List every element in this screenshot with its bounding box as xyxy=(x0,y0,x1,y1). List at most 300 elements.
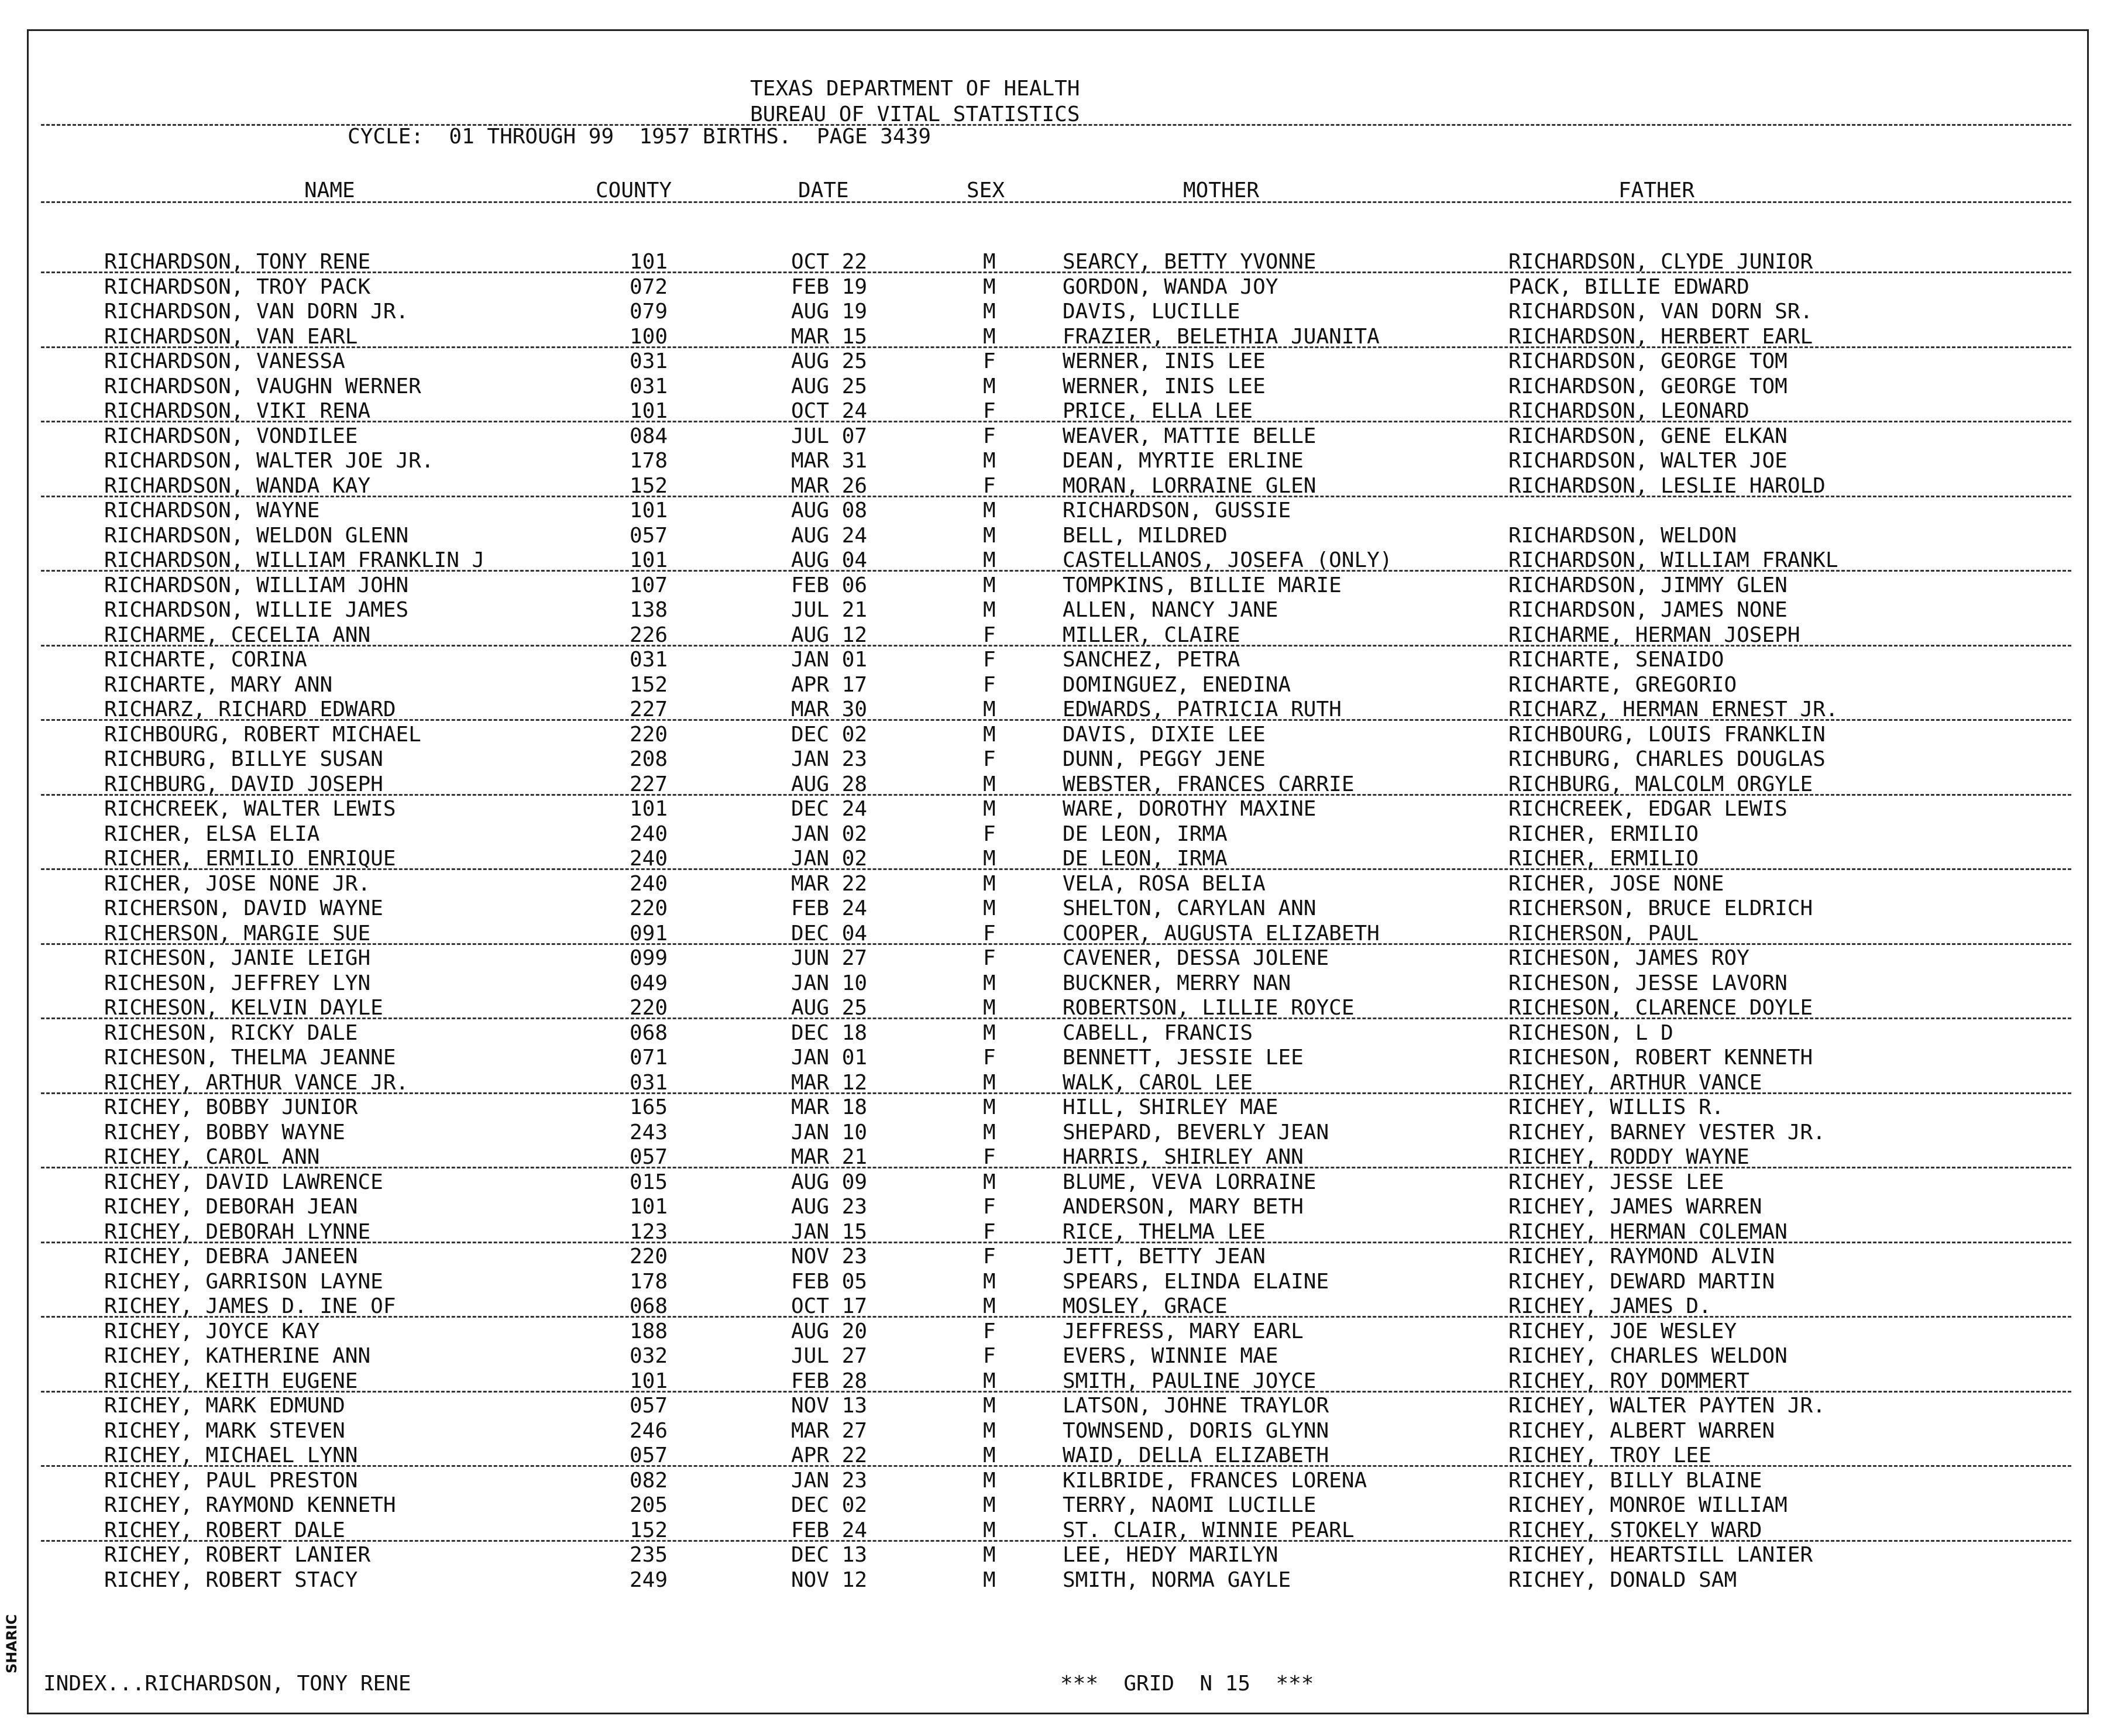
cell-name: RICHEY, MARK STEVEN xyxy=(104,1419,345,1443)
cell-sex: M xyxy=(983,847,996,871)
col-header-father: FATHER xyxy=(1618,178,1695,202)
cell-date: APR 22 xyxy=(791,1443,868,1467)
cell-sex: M xyxy=(983,1120,996,1144)
cell-name: RICHARDSON, TONY RENE xyxy=(104,250,371,274)
cell-name: RICHEY, CAROL ANN xyxy=(104,1145,320,1169)
cell-name: RICHARDSON, WANDA KAY xyxy=(104,474,371,498)
cell-name: RICHERSON, DAVID WAYNE xyxy=(104,896,383,920)
cell-date: DEC 04 xyxy=(791,922,868,946)
cell-father: RICHESON, JESSE LAVORN xyxy=(1508,971,1788,995)
cell-date: JUN 27 xyxy=(791,946,868,970)
cell-county: 235 xyxy=(630,1543,668,1567)
cell-father: RICHESON, L D xyxy=(1508,1021,1673,1045)
cell-date: DEC 02 xyxy=(791,1493,868,1517)
cell-name: RICHEY, DEBRA JANEEN xyxy=(104,1245,358,1269)
cell-sex: M xyxy=(983,1369,996,1393)
cell-date: MAR 26 xyxy=(791,474,868,498)
cell-mother: ST. CLAIR, WINNIE PEARL xyxy=(1063,1518,1355,1542)
row-group-divider xyxy=(41,1167,2071,1168)
cell-mother: SEARCY, BETTY YVONNE xyxy=(1063,250,1316,274)
cell-mother: ALLEN, NANCY JANE xyxy=(1063,598,1278,622)
col-header-date: DATE xyxy=(798,178,849,202)
cell-county: 082 xyxy=(630,1469,668,1493)
cell-mother: WEAVER, MATTIE BELLE xyxy=(1063,424,1316,448)
cell-name: RICHEY, BOBBY WAYNE xyxy=(104,1120,345,1144)
cell-date: NOV 13 xyxy=(791,1394,868,1418)
cell-father: RICHEY, JAMES D. xyxy=(1508,1294,1711,1318)
cell-county: 220 xyxy=(630,723,668,747)
cell-mother: KILBRIDE, FRANCES LORENA xyxy=(1063,1469,1367,1493)
cell-sex: M xyxy=(983,1270,996,1294)
cell-father: RICHARDSON, WALTER JOE xyxy=(1508,449,1788,473)
cell-mother: EVERS, WINNIE MAE xyxy=(1063,1344,1278,1368)
cell-date: AUG 19 xyxy=(791,300,868,324)
cell-father: RICHEY, JAMES WARREN xyxy=(1508,1195,1762,1219)
cell-sex: M xyxy=(983,1394,996,1418)
cell-name: RICHARDSON, WILLIE JAMES xyxy=(104,598,409,622)
cell-sex: M xyxy=(983,374,996,398)
cell-mother: COOPER, AUGUSTA ELIZABETH xyxy=(1063,922,1380,946)
cell-name: RICHEY, BOBBY JUNIOR xyxy=(104,1095,358,1119)
cell-father: RICHARDSON, CLYDE JUNIOR xyxy=(1508,250,1813,274)
cell-name: RICHARDSON, TROY PACK xyxy=(104,275,371,299)
cell-name: RICHEY, KATHERINE ANN xyxy=(104,1344,371,1368)
cell-county: 220 xyxy=(630,996,668,1020)
cell-sex: F xyxy=(983,623,996,647)
cell-name: RICHER, ERMILIO ENRIQUE xyxy=(104,847,396,871)
cell-mother: DE LEON, IRMA xyxy=(1063,847,1228,871)
cell-name: RICHEY, PAUL PRESTON xyxy=(104,1469,358,1493)
cell-sex: M xyxy=(983,1568,996,1592)
cell-name: RICHARDSON, VAN EARL xyxy=(104,325,358,349)
cell-name: RICHBURG, DAVID JOSEPH xyxy=(104,772,383,796)
cell-county: 152 xyxy=(630,673,668,697)
cell-father: RICHERSON, PAUL xyxy=(1508,922,1699,946)
cell-date: MAR 18 xyxy=(791,1095,868,1119)
cell-father: RICHARDSON, GEORGE TOM xyxy=(1508,374,1788,398)
cell-father: RICHEY, STOKELY WARD xyxy=(1508,1518,1762,1542)
row-group-divider xyxy=(41,1465,2071,1467)
cell-date: JAN 01 xyxy=(791,648,868,672)
cell-county: 240 xyxy=(630,872,668,896)
cell-name: RICHEY, ROBERT STACY xyxy=(104,1568,358,1592)
cell-date: AUG 25 xyxy=(791,996,868,1020)
cell-father: RICHESON, ROBERT KENNETH xyxy=(1508,1046,1813,1070)
cell-name: RICHEY, MARK EDMUND xyxy=(104,1394,345,1418)
cell-date: AUG 24 xyxy=(791,524,868,548)
cell-county: 031 xyxy=(630,374,668,398)
side-label: SHARIC xyxy=(4,1614,20,1673)
cell-county: 246 xyxy=(630,1419,668,1443)
cell-county: 152 xyxy=(630,1518,668,1542)
cell-mother: TOWNSEND, DORIS GLYNN xyxy=(1063,1419,1329,1443)
cell-mother: VELA, ROSA BELIA xyxy=(1063,872,1266,896)
cell-name: RICHESON, KELVIN DAYLE xyxy=(104,996,383,1020)
cell-county: 072 xyxy=(630,275,668,299)
grid-line: *** GRID N 15 *** xyxy=(1060,1672,1314,1696)
cell-mother: JETT, BETTY JEAN xyxy=(1063,1245,1266,1269)
cell-sex: M xyxy=(983,548,996,572)
cell-date: JAN 23 xyxy=(791,747,868,771)
cell-name: RICHARDSON, WILLIAM FRANKLIN J xyxy=(104,548,485,572)
cell-county: 227 xyxy=(630,772,668,796)
cell-father: RICHARDSON, WILLIAM FRANKL xyxy=(1508,548,1838,572)
cell-county: 068 xyxy=(630,1294,668,1318)
cell-name: RICHESON, JANIE LEIGH xyxy=(104,946,371,970)
cell-name: RICHEY, ROBERT DALE xyxy=(104,1518,345,1542)
cell-father: RICHARDSON, WELDON xyxy=(1508,524,1737,548)
cell-sex: F xyxy=(983,922,996,946)
cell-mother: BENNETT, JESSIE LEE xyxy=(1063,1046,1304,1070)
cell-sex: M xyxy=(983,1469,996,1493)
cell-sex: F xyxy=(983,349,996,373)
cell-date: AUG 08 xyxy=(791,499,868,522)
cell-name: RICHESON, THELMA JEANNE xyxy=(104,1046,396,1070)
cell-sex: M xyxy=(983,797,996,821)
cell-name: RICHEY, KEITH EUGENE xyxy=(104,1369,358,1393)
cell-sex: M xyxy=(983,697,996,721)
cell-sex: F xyxy=(983,1145,996,1169)
cell-sex: M xyxy=(983,598,996,622)
row-group-divider xyxy=(41,421,2071,422)
cell-sex: M xyxy=(983,300,996,324)
cell-father: RICHARDSON, GENE ELKAN xyxy=(1508,424,1788,448)
cell-name: RICHARDSON, WALTER JOE JR. xyxy=(104,449,434,473)
cell-mother: HILL, SHIRLEY MAE xyxy=(1063,1095,1278,1119)
cell-mother: BUCKNER, MERRY NAN xyxy=(1063,971,1291,995)
cell-sex: F xyxy=(983,747,996,771)
cell-sex: F xyxy=(983,399,996,423)
cell-date: JAN 15 xyxy=(791,1220,868,1244)
cell-father: RICHEY, HERMAN COLEMAN xyxy=(1508,1220,1788,1244)
cell-mother: TOMPKINS, BILLIE MARIE xyxy=(1063,573,1342,597)
cell-mother: RICHARDSON, GUSSIE xyxy=(1063,499,1291,522)
cell-mother: TERRY, NAOMI LUCILLE xyxy=(1063,1493,1316,1517)
cell-mother: SHELTON, CARYLAN ANN xyxy=(1063,896,1316,920)
cell-county: 101 xyxy=(630,250,668,274)
cell-father: RICHEY, WILLIS R. xyxy=(1508,1095,1724,1119)
cell-mother: BELL, MILDRED xyxy=(1063,524,1228,548)
cell-date: DEC 24 xyxy=(791,797,868,821)
cell-date: FEB 06 xyxy=(791,573,868,597)
column-header-divider xyxy=(41,201,2071,203)
cell-name: RICHER, ELSA ELIA xyxy=(104,822,320,846)
cell-date: MAR 30 xyxy=(791,697,868,721)
cell-name: RICHARME, CECELIA ANN xyxy=(104,623,371,647)
cell-county: 220 xyxy=(630,1245,668,1269)
cell-name: RICHARDSON, VANESSA xyxy=(104,349,345,373)
cell-date: MAR 15 xyxy=(791,325,868,349)
cell-date: JUL 27 xyxy=(791,1344,868,1368)
cell-sex: M xyxy=(983,1095,996,1119)
cell-sex: F xyxy=(983,424,996,448)
cell-mother: WARE, DOROTHY MAXINE xyxy=(1063,797,1316,821)
cell-name: RICHBOURG, ROBERT MICHAEL xyxy=(104,723,421,747)
cell-date: DEC 18 xyxy=(791,1021,868,1045)
cell-sex: F xyxy=(983,1344,996,1368)
cell-mother: MORAN, LORRAINE GLEN xyxy=(1063,474,1316,498)
cell-date: AUG 04 xyxy=(791,548,868,572)
cell-father: RICHEY, JOE WESLEY xyxy=(1508,1319,1737,1343)
cell-mother: SMITH, NORMA GAYLE xyxy=(1063,1568,1291,1592)
row-group-divider xyxy=(41,645,2071,647)
cell-sex: M xyxy=(983,325,996,349)
cell-father: RICHARDSON, LESLIE HAROLD xyxy=(1508,474,1826,498)
cell-name: RICHBURG, BILLYE SUSAN xyxy=(104,747,383,771)
cell-sex: F xyxy=(983,1220,996,1244)
cell-county: 049 xyxy=(630,971,668,995)
cell-father: RICHARDSON, JAMES NONE xyxy=(1508,598,1788,622)
cell-sex: M xyxy=(983,524,996,548)
cell-name: RICHARDSON, VONDILEE xyxy=(104,424,358,448)
cell-county: 015 xyxy=(630,1170,668,1194)
cell-date: JUL 07 xyxy=(791,424,868,448)
cell-name: RICHARTE, MARY ANN xyxy=(104,673,333,697)
cell-sex: M xyxy=(983,1021,996,1045)
cell-sex: M xyxy=(983,1419,996,1443)
cell-sex: M xyxy=(983,1071,996,1095)
cell-county: 068 xyxy=(630,1021,668,1045)
cell-county: 032 xyxy=(630,1344,668,1368)
cell-date: MAR 31 xyxy=(791,449,868,473)
cell-mother: WAID, DELLA ELIZABETH xyxy=(1063,1443,1329,1467)
cell-name: RICHEY, ARTHUR VANCE JR. xyxy=(104,1071,409,1095)
cell-mother: FRAZIER, BELETHIA JUANITA xyxy=(1063,325,1380,349)
cell-mother: CASTELLANOS, JOSEFA (ONLY) xyxy=(1063,548,1393,572)
header-divider xyxy=(41,124,2071,126)
cell-county: 123 xyxy=(630,1220,668,1244)
cell-mother: SHEPARD, BEVERLY JEAN xyxy=(1063,1120,1329,1144)
col-header-mother: MOTHER xyxy=(1183,178,1260,202)
cell-name: RICHEY, DAVID LAWRENCE xyxy=(104,1170,383,1194)
cell-sex: M xyxy=(983,996,996,1020)
cell-father: RICHBURG, MALCOLM ORGYLE xyxy=(1508,772,1813,796)
cell-county: 101 xyxy=(630,797,668,821)
cell-mother: CABELL, FRANCIS xyxy=(1063,1021,1253,1045)
cell-date: JAN 01 xyxy=(791,1046,868,1070)
cell-sex: F xyxy=(983,1319,996,1343)
cell-mother: DAVIS, LUCILLE xyxy=(1063,300,1240,324)
cell-mother: DAVIS, DIXIE LEE xyxy=(1063,723,1266,747)
cell-mother: LATSON, JOHNE TRAYLOR xyxy=(1063,1394,1329,1418)
cell-name: RICHARDSON, WELDON GLENN xyxy=(104,524,409,548)
cell-mother: ANDERSON, MARY BETH xyxy=(1063,1195,1304,1219)
cell-name: RICHEY, MICHAEL LYNN xyxy=(104,1443,358,1467)
cell-father: RICHESON, CLARENCE DOYLE xyxy=(1508,996,1813,1020)
cell-county: 208 xyxy=(630,747,668,771)
cell-sex: F xyxy=(983,673,996,697)
cell-father: RICHER, JOSE NONE xyxy=(1508,872,1724,896)
cell-name: RICHCREEK, WALTER LEWIS xyxy=(104,797,396,821)
cell-date: MAR 12 xyxy=(791,1071,868,1095)
row-group-divider xyxy=(41,1092,2071,1094)
col-header-sex: SEX xyxy=(967,178,1005,202)
cell-father: RICHARDSON, HERBERT EARL xyxy=(1508,325,1813,349)
cell-sex: F xyxy=(983,1245,996,1269)
cell-name: RICHEY, JOYCE KAY xyxy=(104,1319,320,1343)
cell-name: RICHEY, DEBORAH JEAN xyxy=(104,1195,358,1219)
cell-father: RICHEY, WALTER PAYTEN JR. xyxy=(1508,1394,1826,1418)
cell-sex: F xyxy=(983,474,996,498)
row-group-divider xyxy=(41,1242,2071,1243)
row-group-divider xyxy=(41,1316,2071,1318)
cell-father: RICHARDSON, LEONARD xyxy=(1508,399,1749,423)
row-group-divider xyxy=(41,271,2071,273)
row-group-divider xyxy=(41,794,2071,796)
cell-father: RICHEY, ARTHUR VANCE xyxy=(1508,1071,1762,1095)
cell-name: RICHARDSON, WAYNE xyxy=(104,499,320,522)
row-group-divider xyxy=(41,1017,2071,1019)
header-line-1: TEXAS DEPARTMENT OF HEALTH xyxy=(750,77,1080,101)
cell-father: RICHEY, ROY DOMMERT xyxy=(1508,1369,1749,1393)
cell-mother: EDWARDS, PATRICIA RUTH xyxy=(1063,697,1342,721)
cell-date: FEB 05 xyxy=(791,1270,868,1294)
cell-date: JAN 10 xyxy=(791,1120,868,1144)
cell-date: AUG 28 xyxy=(791,772,868,796)
cell-county: 099 xyxy=(630,946,668,970)
cell-mother: DEAN, MYRTIE ERLINE xyxy=(1063,449,1304,473)
cell-father: RICHESON, JAMES ROY xyxy=(1508,946,1749,970)
cell-father: RICHEY, HEARTSILL LANIER xyxy=(1508,1543,1813,1567)
col-header-county: COUNTY xyxy=(596,178,672,202)
cell-mother: DE LEON, IRMA xyxy=(1063,822,1228,846)
cell-sex: F xyxy=(983,1046,996,1070)
cell-date: OCT 17 xyxy=(791,1294,868,1318)
cell-mother: WALK, CAROL LEE xyxy=(1063,1071,1253,1095)
cell-sex: M xyxy=(983,872,996,896)
cell-county: 205 xyxy=(630,1493,668,1517)
cell-name: RICHARDSON, VIKI RENA xyxy=(104,399,371,423)
cell-name: RICHEY, GARRISON LAYNE xyxy=(104,1270,383,1294)
cell-county: 100 xyxy=(630,325,668,349)
cell-county: 101 xyxy=(630,1369,668,1393)
cell-father: RICHARTE, GREGORIO xyxy=(1508,673,1737,697)
cell-county: 057 xyxy=(630,1145,668,1169)
cell-sex: M xyxy=(983,1443,996,1467)
cell-father: RICHEY, CHARLES WELDON xyxy=(1508,1344,1788,1368)
cell-father: RICHER, ERMILIO xyxy=(1508,822,1699,846)
cell-county: 107 xyxy=(630,573,668,597)
cell-father: RICHEY, MONROE WILLIAM xyxy=(1508,1493,1788,1517)
cell-mother: HARRIS, SHIRLEY ANN xyxy=(1063,1145,1304,1169)
cell-name: RICHEY, RAYMOND KENNETH xyxy=(104,1493,396,1517)
cell-county: 057 xyxy=(630,1443,668,1467)
cell-mother: DUNN, PEGGY JENE xyxy=(1063,747,1266,771)
cell-date: FEB 24 xyxy=(791,1518,868,1542)
cell-county: 188 xyxy=(630,1319,668,1343)
cell-father: RICHEY, TROY LEE xyxy=(1508,1443,1711,1467)
cell-date: JUL 21 xyxy=(791,598,868,622)
cell-date: JAN 10 xyxy=(791,971,868,995)
cell-sex: M xyxy=(983,1170,996,1194)
cell-father: RICHEY, BARNEY VESTER JR. xyxy=(1508,1120,1826,1144)
cell-date: AUG 12 xyxy=(791,623,868,647)
cell-county: 079 xyxy=(630,300,668,324)
cell-father: RICHARZ, HERMAN ERNEST JR. xyxy=(1508,697,1838,721)
cell-mother: PRICE, ELLA LEE xyxy=(1063,399,1253,423)
cell-county: 178 xyxy=(630,449,668,473)
cell-name: RICHEY, DEBORAH LYNNE xyxy=(104,1220,371,1244)
cell-county: 101 xyxy=(630,399,668,423)
cell-county: 057 xyxy=(630,524,668,548)
cell-name: RICHER, JOSE NONE JR. xyxy=(104,872,371,896)
cell-mother: MOSLEY, GRACE xyxy=(1063,1294,1228,1318)
cell-sex: F xyxy=(983,648,996,672)
cell-mother: GORDON, WANDA JOY xyxy=(1063,275,1278,299)
cell-father: RICHEY, DONALD SAM xyxy=(1508,1568,1737,1592)
cell-mother: MILLER, CLAIRE xyxy=(1063,623,1240,647)
cell-date: FEB 28 xyxy=(791,1369,868,1393)
cell-sex: M xyxy=(983,896,996,920)
cell-name: RICHESON, RICKY DALE xyxy=(104,1021,358,1045)
cell-mother: SANCHEZ, PETRA xyxy=(1063,648,1240,672)
row-group-divider xyxy=(41,719,2071,721)
cell-father: RICHEY, RODDY WAYNE xyxy=(1508,1145,1749,1169)
row-group-divider xyxy=(41,346,2071,348)
cell-father: RICHARDSON, JIMMY GLEN xyxy=(1508,573,1788,597)
cell-county: 101 xyxy=(630,499,668,522)
cell-county: 057 xyxy=(630,1394,668,1418)
cell-sex: M xyxy=(983,772,996,796)
cell-sex: M xyxy=(983,1294,996,1318)
cell-county: 101 xyxy=(630,1195,668,1219)
cell-county: 220 xyxy=(630,896,668,920)
cell-father: RICHARME, HERMAN JOSEPH xyxy=(1508,623,1800,647)
cell-county: 031 xyxy=(630,648,668,672)
cell-father: RICHEY, RAYMOND ALVIN xyxy=(1508,1245,1775,1269)
cell-father: RICHBURG, CHARLES DOUGLAS xyxy=(1508,747,1826,771)
cell-county: 243 xyxy=(630,1120,668,1144)
cell-sex: M xyxy=(983,499,996,522)
cell-mother: WERNER, INIS LEE xyxy=(1063,374,1266,398)
row-group-divider xyxy=(41,1540,2071,1542)
cell-mother: SPEARS, ELINDA ELAINE xyxy=(1063,1270,1329,1294)
cell-county: 101 xyxy=(630,548,668,572)
cell-date: AUG 23 xyxy=(791,1195,868,1219)
row-group-divider xyxy=(41,868,2071,870)
cell-mother: DOMINGUEZ, ENEDINA xyxy=(1063,673,1291,697)
cell-date: JAN 02 xyxy=(791,847,868,871)
cell-county: 240 xyxy=(630,822,668,846)
cell-date: JAN 23 xyxy=(791,1469,868,1493)
cell-father: RICHARDSON, GEORGE TOM xyxy=(1508,349,1788,373)
cell-date: MAR 27 xyxy=(791,1419,868,1443)
cell-date: OCT 22 xyxy=(791,250,868,274)
cell-name: RICHARDSON, VAUGHN WERNER xyxy=(104,374,421,398)
cell-sex: M xyxy=(983,449,996,473)
cell-county: 152 xyxy=(630,474,668,498)
cell-county: 226 xyxy=(630,623,668,647)
cell-mother: WEBSTER, FRANCES CARRIE xyxy=(1063,772,1355,796)
cell-date: FEB 24 xyxy=(791,896,868,920)
cell-sex: M xyxy=(983,1518,996,1542)
cell-date: AUG 09 xyxy=(791,1170,868,1194)
col-header-name: NAME xyxy=(304,178,355,202)
cell-date: DEC 13 xyxy=(791,1543,868,1567)
header-line-2: BUREAU OF VITAL STATISTICS xyxy=(750,102,1080,126)
row-group-divider xyxy=(41,496,2071,497)
cell-county: 071 xyxy=(630,1046,668,1070)
cell-sex: M xyxy=(983,1543,996,1567)
cell-father: RICHER, ERMILIO xyxy=(1508,847,1699,871)
cell-mother: ROBERTSON, LILLIE ROYCE xyxy=(1063,996,1355,1020)
cell-date: DEC 02 xyxy=(791,723,868,747)
cell-county: 165 xyxy=(630,1095,668,1119)
cell-father: RICHEY, BILLY BLAINE xyxy=(1508,1469,1762,1493)
cell-name: RICHEY, ROBERT LANIER xyxy=(104,1543,371,1567)
cell-name: RICHARTE, CORINA xyxy=(104,648,307,672)
cell-county: 091 xyxy=(630,922,668,946)
